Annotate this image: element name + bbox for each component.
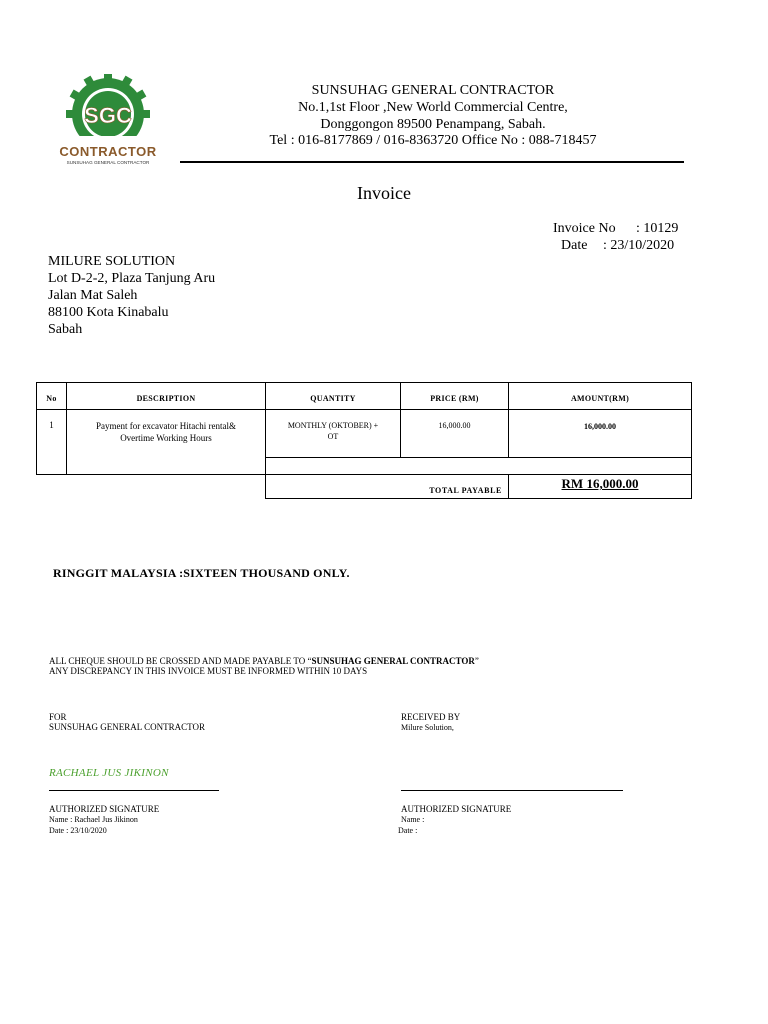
cheque-note-suffix: ” (474, 656, 479, 666)
company-logo (46, 74, 170, 170)
signer-date: Date : 23/10/2020 (49, 826, 107, 835)
bill-to-line3: 88100 Kota Kinabalu (48, 305, 169, 320)
row-quantity-line2: OT (327, 432, 339, 441)
bill-to-line4: Sabah (48, 322, 83, 337)
receiver-date: Date : (398, 826, 418, 835)
col-header-quantity: QUANTITY (310, 394, 356, 403)
amount-in-words: RINGGIT MALAYSIA :SIXTEEN THOUSAND ONLY. (53, 566, 350, 580)
handwritten-signature: RACHAEL JUS JIKINON (49, 767, 169, 779)
company-contact: Tel : 016-8177869 / 016-8363720 Office No : 088-718457 (269, 133, 597, 148)
cheque-note-prefix: ALL CHEQUE SHOULD BE CROSSED AND MADE PAYABLE TO “ (49, 656, 312, 666)
row-quantity-line1: MONTHLY (OKTOBER) + (287, 421, 379, 430)
row-price: 16,000.00 (438, 421, 471, 430)
total-payable-value: RM 16,000.00 (561, 476, 639, 491)
logo-mark: SGC (84, 103, 132, 128)
col-header-price: PRICE (RM) (430, 394, 479, 403)
col-header-description: DESCRIPTION (136, 394, 196, 403)
total-payable-label: TOTAL PAYABLE (429, 486, 502, 495)
bill-to-line1: Lot D-2-2, Plaza Tanjung Aru (48, 271, 216, 286)
row-description-line1: Payment for excavator Hitachi rental& (96, 421, 236, 431)
row-amount: 16,000.00 (584, 422, 616, 431)
document-title: Invoice (357, 183, 411, 203)
received-by-company: Milure Solution, (401, 723, 454, 732)
company-address-line2: Donggongon 89500 Penampang, Sabah. (320, 117, 546, 132)
bill-to-line2: Jalan Mat Saleh (48, 288, 138, 303)
signer-name: Name : Rachael Jus Jikinon (49, 815, 138, 824)
invoice-date-value: : 23/10/2020 (603, 238, 675, 253)
logo-wordmark: CONTRACTOR (59, 144, 157, 159)
invoice-number-value: : 10129 (636, 221, 679, 236)
company-name: SUNSUHAG GENERAL CONTRACTOR (311, 83, 555, 98)
bill-to-name: MILURE SOLUTION (48, 254, 176, 269)
signature-line-right (401, 790, 623, 791)
receiver-name: Name : (401, 815, 425, 824)
received-by-label: RECEIVED BY (401, 712, 461, 722)
for-company: SUNSUHAG GENERAL CONTRACTOR (49, 722, 206, 732)
header-divider (180, 161, 684, 163)
invoice-number-label: Invoice No (553, 221, 616, 236)
invoice-date-label: Date (561, 238, 588, 253)
row-no: 1 (49, 420, 54, 430)
authorized-signature-left: AUTHORIZED SIGNATURE (49, 804, 160, 814)
logo-tagline: SUNSUHAG GENERAL CONTRACTOR (66, 160, 150, 165)
row-description-line2: Overtime Working Hours (120, 433, 212, 443)
authorized-signature-right: AUTHORIZED SIGNATURE (401, 804, 512, 814)
discrepancy-note: ANY DISCREPANCY IN THIS INVOICE MUST BE INFORMED WITHIN 10 DAYS (49, 666, 368, 676)
col-header-amount: AMOUNT(RM) (570, 394, 630, 403)
cheque-payee: SUNSUHAG GENERAL CONTRACTOR (311, 656, 475, 666)
col-header-no: No (46, 394, 57, 403)
signature-line-left (49, 790, 219, 791)
company-address-line1: No.1,1st Floor ,New World Commercial Centre, (298, 100, 568, 115)
for-label: FOR (49, 712, 67, 722)
